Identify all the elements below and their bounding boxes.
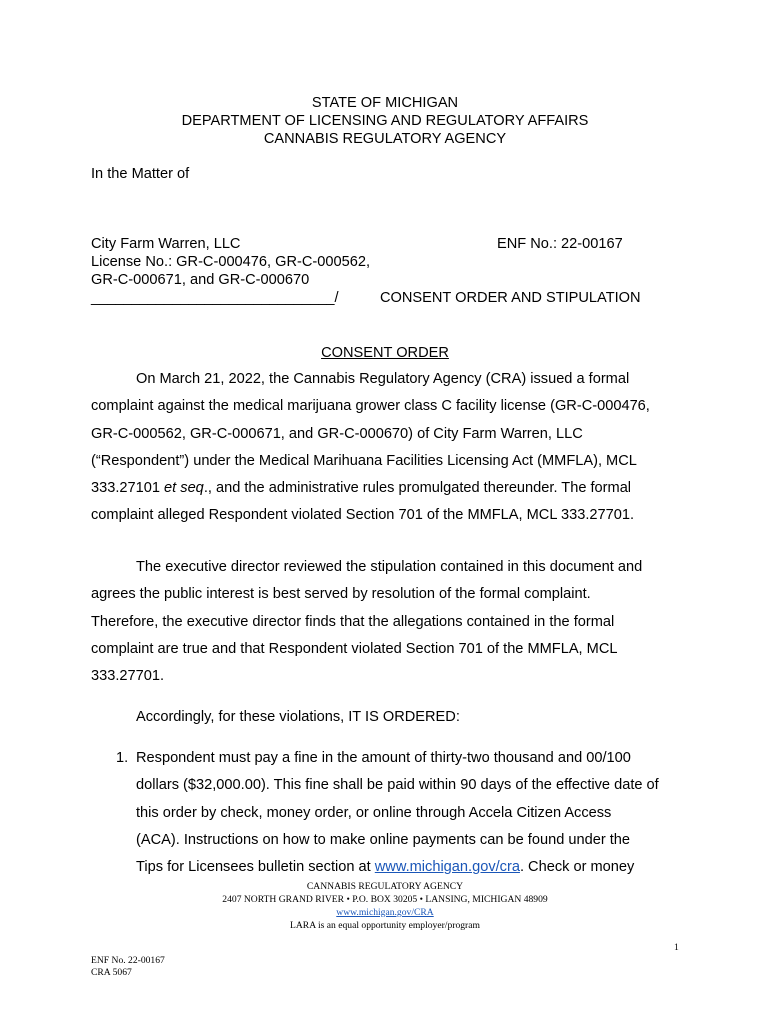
item-1-line-start: Tips for Licensees bulletin section at [136,859,375,876]
item-1-line: (ACA). Instructions on how to make online payments can be found under the [136,831,631,848]
citation-number: 333.27101 [91,480,165,497]
document-type: CONSENT ORDER AND STIPULATION [380,290,641,306]
paragraph-1-line: complaint against the medical marijuana grower class C facility license (GR-C-000476, [91,398,650,415]
footer-equal-opportunity: LARA is an equal opportunity employer/program [290,920,480,931]
header-state: STATE OF MICHIGAN [311,95,459,111]
item-1-line: dollars ($32,000.00). This fine shall be paid within 90 days of the effective date of [136,777,659,794]
paragraph-1-line: complaint alleged Respondent violated Section 701 of the MMFLA, MCL 333.27701. [91,507,635,524]
caption-signature-line: ______________________________/ [91,290,339,306]
paragraph-1-line: On March 21, 2022, the Cannabis Regulatory Agency (CRA) issued a formal [136,371,630,387]
paragraph-1-line: GR-C-000562, GR-C-000671, and GR-C-000670) of City Farm Warren, LLC [91,425,583,442]
item-1-line: this order by check, money order, or online through Accela Citizen Access [136,804,612,821]
item-1-number: 1. [116,750,129,766]
footer-website-link[interactable]: www.michigan.gov/CRA [336,907,434,918]
enf-number: ENF No.: 22-00167 [497,236,623,252]
paragraph-1-line-rest: ., and the administrative rules promulgated thereunder. The formal [203,480,632,497]
header-department: DEPARTMENT OF LICENSING AND REGULATORY AFFAIRS [181,113,589,129]
footer-agency: CANNABIS REGULATORY AGENCY [306,881,464,892]
paragraph-2-line: agrees the public interest is best served by resolution of the formal complaint. [91,586,591,603]
paragraph-2-line: Therefore, the executive director finds that the allegations contained in the formal [91,613,615,630]
paragraph-1-line [91,475,671,502]
doc-ref-cra: CRA 5067 [91,967,132,978]
cra-website-link[interactable]: www.michigan.gov/cra [374,859,520,876]
et-seq: et seq [164,480,204,497]
respondent-name: City Farm Warren, LLC [91,236,241,252]
item-1-line [136,854,696,881]
item-1 [136,745,696,881]
consent-order-heading: CONSENT ORDER [321,345,449,361]
item-1-line-end: . Check or money [519,859,635,876]
paragraph-1 [91,366,671,530]
matter-intro: In the Matter of [91,166,190,182]
paragraph-3: Accordingly, for these violations, IT IS ORDERED: [136,709,460,725]
page-number: 1 [674,942,679,953]
paragraph-2 [91,554,671,690]
paragraph-2-line: The executive director reviewed the stipulation contained in this document and [136,559,643,575]
footer-address: 2407 NORTH GRAND RIVER • P.O. BOX 30205 • LANSING, MICHIGAN 48909 [222,894,548,905]
doc-ref-enf: ENF No. 22-00167 [91,955,165,966]
paragraph-1-line: (“Respondent”) under the Medical Marihuana Facilities Licensing Act (MMFLA), MCL [91,452,637,469]
item-1-line: Respondent must pay a fine in the amount of thirty-two thousand and 00/100 [136,750,631,766]
license-numbers-line1: License No.: GR-C-000476, GR-C-000562, [91,254,371,270]
paragraph-2-line: 333.27701. [91,668,165,685]
header-agency: CANNABIS REGULATORY AGENCY [263,131,507,147]
paragraph-2-line: complaint are true and that Respondent violated Section 701 of the MMFLA, MCL [91,640,618,657]
license-numbers-line2: GR-C-000671, and GR-C-000670 [91,272,310,288]
